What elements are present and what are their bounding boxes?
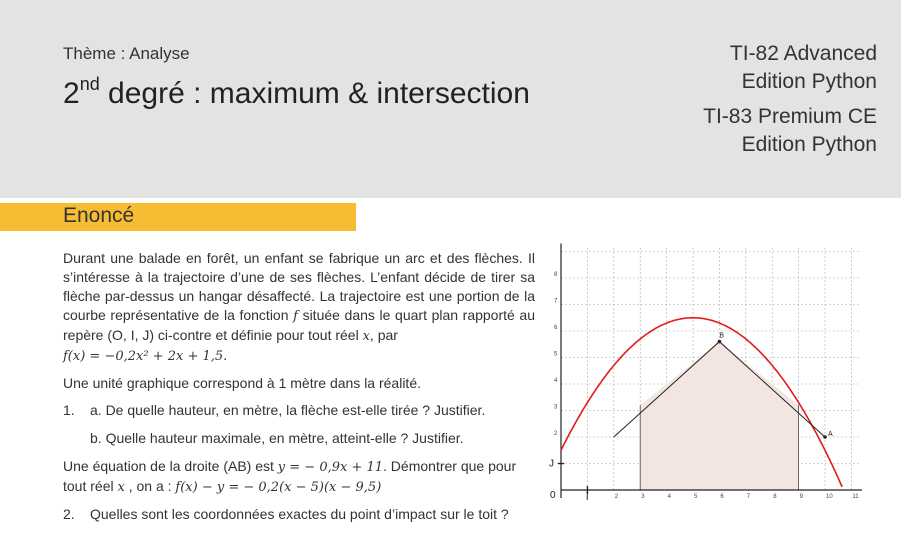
calculator-2 bbox=[703, 103, 877, 159]
x-tick-label: 6 bbox=[720, 494, 724, 500]
line-eq-text3: , on a : bbox=[124, 478, 176, 494]
intro-paragraph bbox=[63, 249, 535, 366]
x-tick-label: 9 bbox=[799, 494, 803, 500]
question-1-number: 1. bbox=[63, 402, 75, 418]
page-title bbox=[63, 76, 530, 111]
x-tick-label: 5 bbox=[694, 494, 698, 500]
x-tick-label: 11 bbox=[852, 494, 859, 500]
intro-text: Durant une balade en forêt, un enfant se fabrique un arc et des flèches. Il s’intéresse à la trajectoire d’une de ses flèches. L’enfant décide de tirer sa flèche par-dessus un hangar désaffecté. La trajectoire est une portion de la courbe représentative de la fonction bbox=[63, 250, 535, 323]
theme-label: Thème : Analyse bbox=[63, 44, 190, 63]
question-2 bbox=[63, 505, 535, 524]
x-tick-label: 8 bbox=[773, 494, 777, 500]
question-1 bbox=[63, 401, 535, 420]
question-1b: b. Quelle hauteur maximale, en mètre, atteint-elle ? Justifier. bbox=[90, 430, 464, 446]
intro-text2: située dans le quart plan rapporté au repère (O, I, J) ci-contre et définie pour tout réel bbox=[63, 307, 536, 343]
x-tick-label: 3 bbox=[641, 494, 645, 500]
y-tick-label: 7 bbox=[554, 298, 558, 305]
calculator-2-model: TI-83 Premium CE bbox=[703, 105, 877, 128]
exercise-content bbox=[63, 249, 535, 533]
line-eq-text1: Une équation de la droite (AB) est bbox=[63, 458, 278, 474]
line-equation: y = − 0,9x + 11 bbox=[277, 460, 384, 475]
y-tick-label: 5 bbox=[554, 351, 558, 358]
intro-x: x bbox=[362, 329, 370, 344]
intro-text3: , par bbox=[369, 327, 398, 343]
point-a-label: A bbox=[828, 431, 833, 438]
origin-label: 0 bbox=[550, 490, 556, 501]
calculator-1 bbox=[730, 40, 877, 96]
point-b-label: B bbox=[719, 332, 725, 340]
point-b bbox=[718, 340, 722, 344]
y-tick-label: 2 bbox=[554, 431, 558, 437]
y-tick-label: 8 bbox=[554, 272, 558, 278]
x-tick-label: 7 bbox=[746, 494, 751, 500]
difference-equation: f(x) − y = − 0,2(x − 5)(x − 9,5) bbox=[175, 480, 382, 495]
title-prefix: 2 bbox=[63, 77, 80, 110]
line-equation-paragraph bbox=[63, 457, 535, 497]
y-tick-label: 4 bbox=[554, 378, 558, 384]
x-tick-label: 2 bbox=[614, 494, 619, 500]
question-1a: a. De quelle hauteur, en mètre, la flèche est-elle tirée ? Justifier. bbox=[90, 402, 486, 418]
point-a bbox=[823, 435, 827, 439]
calculator-1-edition: Edition Python bbox=[741, 70, 877, 93]
header-banner bbox=[0, 0, 901, 198]
section-title: Enoncé bbox=[63, 204, 135, 227]
function-graph bbox=[548, 240, 878, 540]
question-2-text: Quelles sont les coordonnées exactes du point d’impact sur le toit ? bbox=[90, 506, 509, 522]
unit-text: Une unité graphique correspond à 1 mètre dans la réalité. bbox=[63, 375, 421, 391]
y-tick-label: 6 bbox=[554, 325, 558, 331]
title-sup: nd bbox=[79, 74, 100, 94]
question-2-number: 2. bbox=[63, 506, 75, 522]
intro-f: f bbox=[293, 309, 298, 324]
y-tick-label: 3 bbox=[554, 404, 558, 411]
calculator-2-edition: Edition Python bbox=[741, 133, 877, 156]
section-bar bbox=[0, 203, 356, 231]
i-label: I bbox=[585, 492, 589, 503]
calculator-1-model: TI-82 Advanced bbox=[729, 42, 877, 65]
x-tick-label: 4 bbox=[667, 494, 671, 500]
function-formula: f(x) = −0,2x² + 2x + 1,5. bbox=[63, 349, 228, 364]
j-label: J bbox=[549, 458, 554, 470]
x-tick-label: 10 bbox=[826, 494, 833, 500]
graph-svg bbox=[548, 240, 878, 540]
line-eq-x: x bbox=[117, 480, 125, 495]
line-eq-text2: . Démontrer que pour tout réel bbox=[63, 458, 517, 494]
hangar-shape bbox=[640, 342, 798, 490]
title-rest: degré : maximum & intersection bbox=[99, 77, 530, 110]
